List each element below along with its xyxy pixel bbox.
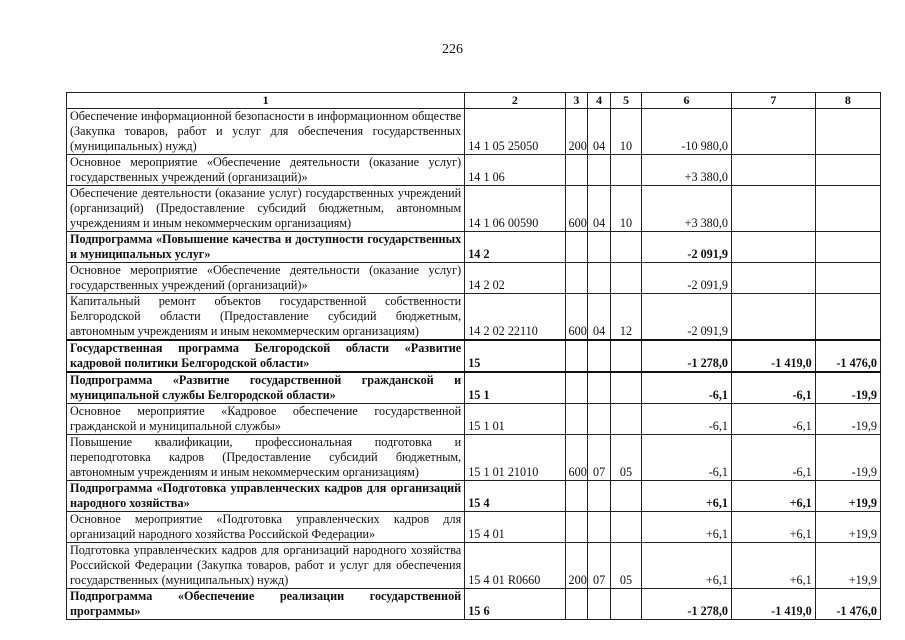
table-row bbox=[67, 372, 881, 404]
header-col-6: 6 bbox=[642, 93, 732, 109]
row-section bbox=[588, 589, 611, 620]
row-type bbox=[565, 232, 588, 263]
row-value-7: +6,1 bbox=[732, 543, 816, 589]
row-value-7: -1 419,0 bbox=[732, 340, 816, 372]
row-section: 04 bbox=[588, 186, 611, 232]
table-row bbox=[67, 481, 881, 512]
table-row bbox=[67, 543, 881, 589]
header-col-7: 7 bbox=[732, 93, 816, 109]
row-subsection bbox=[611, 372, 642, 404]
row-name: Основное мероприятие «Подготовка управленческих кадров для организаций народного хозяйства Российской Федерации» bbox=[67, 512, 465, 543]
row-value-8: -19,9 bbox=[815, 372, 880, 404]
row-type: 600 bbox=[565, 186, 588, 232]
row-value-6: +3 380,0 bbox=[642, 186, 732, 232]
row-name: Подпрограмма «Подготовка управленческих кадров для организаций народного хозяйства» bbox=[67, 481, 465, 512]
header-col-4: 4 bbox=[588, 93, 611, 109]
table-row bbox=[67, 294, 881, 341]
row-section: 07 bbox=[588, 435, 611, 481]
row-code: 15 1 01 bbox=[465, 404, 565, 435]
row-value-6: +6,1 bbox=[642, 481, 732, 512]
header-col-8: 8 bbox=[815, 93, 880, 109]
row-value-6: -1 278,0 bbox=[642, 340, 732, 372]
row-section: 07 bbox=[588, 543, 611, 589]
row-value-8: +19,9 bbox=[815, 512, 880, 543]
row-value-6: -2 091,9 bbox=[642, 294, 732, 341]
row-value-7: +6,1 bbox=[732, 512, 816, 543]
row-value-7 bbox=[732, 294, 816, 341]
row-subsection bbox=[611, 589, 642, 620]
row-type: 600 bbox=[565, 435, 588, 481]
row-name: Основное мероприятие «Обеспечение деятельности (оказание услуг) государственных учреждений (организаций)» bbox=[67, 263, 465, 294]
row-subsection bbox=[611, 512, 642, 543]
row-type: 200 bbox=[565, 109, 588, 155]
row-value-8 bbox=[815, 186, 880, 232]
row-section: 04 bbox=[588, 109, 611, 155]
row-name: Подпрограмма «Повышение качества и доступности государственных и муниципальных услуг» bbox=[67, 232, 465, 263]
row-subsection bbox=[611, 232, 642, 263]
row-name: Повышение квалификации, профессиональная подготовка и переподготовка кадров (Предоставление субсидий бюджетным, автономным учреждениям и иным некоммерческим организациям) bbox=[67, 435, 465, 481]
row-type: 600 bbox=[565, 294, 588, 341]
row-type bbox=[565, 481, 588, 512]
row-value-8: -19,9 bbox=[815, 435, 880, 481]
row-value-8 bbox=[815, 155, 880, 186]
row-section bbox=[588, 263, 611, 294]
row-value-7: -6,1 bbox=[732, 435, 816, 481]
row-value-8 bbox=[815, 109, 880, 155]
row-subsection bbox=[611, 263, 642, 294]
row-value-7 bbox=[732, 232, 816, 263]
row-subsection bbox=[611, 340, 642, 372]
row-name: Подпрограмма «Развитие государственной гражданской и муниципальной службы Белгородской области» bbox=[67, 372, 465, 404]
row-value-8: +19,9 bbox=[815, 481, 880, 512]
row-value-6: -2 091,9 bbox=[642, 263, 732, 294]
row-code: 15 4 bbox=[465, 481, 565, 512]
row-value-7 bbox=[732, 263, 816, 294]
row-section: 04 bbox=[588, 294, 611, 341]
table-row bbox=[67, 232, 881, 263]
header-row bbox=[67, 93, 881, 109]
row-value-6: +6,1 bbox=[642, 512, 732, 543]
row-section bbox=[588, 404, 611, 435]
header-col-1: 1 bbox=[67, 93, 465, 109]
row-section bbox=[588, 512, 611, 543]
row-subsection: 10 bbox=[611, 109, 642, 155]
table-row bbox=[67, 109, 881, 155]
row-type bbox=[565, 340, 588, 372]
row-name: Основное мероприятие «Обеспечение деятельности (оказание услуг) государственных учреждений (организаций)» bbox=[67, 155, 465, 186]
header-col-3: 3 bbox=[565, 93, 588, 109]
row-value-8 bbox=[815, 232, 880, 263]
row-value-7: -6,1 bbox=[732, 404, 816, 435]
row-code: 14 1 06 00590 bbox=[465, 186, 565, 232]
row-code: 14 2 02 bbox=[465, 263, 565, 294]
table-row bbox=[67, 589, 881, 620]
row-value-7: +6,1 bbox=[732, 481, 816, 512]
row-code: 15 4 01 bbox=[465, 512, 565, 543]
row-value-8: -1 476,0 bbox=[815, 340, 880, 372]
row-type bbox=[565, 404, 588, 435]
row-subsection: 10 bbox=[611, 186, 642, 232]
row-type bbox=[565, 512, 588, 543]
row-subsection: 12 bbox=[611, 294, 642, 341]
row-name: Обеспечение информационной безопасности в информационном обществе (Закупка товаров, работ и услуг для обеспечения государственных (муниципальных) нужд) bbox=[67, 109, 465, 155]
row-value-7: -6,1 bbox=[732, 372, 816, 404]
row-name: Подпрограмма «Обеспечение реализации государственной программы» bbox=[67, 589, 465, 620]
table-row bbox=[67, 263, 881, 294]
row-section bbox=[588, 481, 611, 512]
row-value-8: -1 476,0 bbox=[815, 589, 880, 620]
row-type bbox=[565, 372, 588, 404]
row-name: Государственная программа Белгородской области «Развитие кадровой политики Белгородской области» bbox=[67, 340, 465, 372]
row-code: 15 6 bbox=[465, 589, 565, 620]
table-row bbox=[67, 340, 881, 372]
row-value-8: +19,9 bbox=[815, 543, 880, 589]
table-row bbox=[67, 404, 881, 435]
row-value-8 bbox=[815, 294, 880, 341]
row-name: Подготовка управленческих кадров для организаций народного хозяйства Российской Федерации (Закупка товаров, работ и услуг для обеспечения государственных (муниципальных) нужд) bbox=[67, 543, 465, 589]
row-name: Основное мероприятие «Кадровое обеспечение государственной гражданской и муниципальной службы» bbox=[67, 404, 465, 435]
row-section bbox=[588, 340, 611, 372]
row-value-7 bbox=[732, 155, 816, 186]
row-section bbox=[588, 155, 611, 186]
row-type bbox=[565, 263, 588, 294]
row-type bbox=[565, 589, 588, 620]
budget-table bbox=[66, 92, 881, 620]
row-value-7 bbox=[732, 186, 816, 232]
row-name: Капитальный ремонт объектов государственной собственности Белгородской области (Предоставление субсидий бюджетным, автономным учреждениям и иным некоммерческим организациям) bbox=[67, 294, 465, 341]
row-code: 15 1 01 21010 bbox=[465, 435, 565, 481]
row-value-6: -6,1 bbox=[642, 404, 732, 435]
row-subsection: 05 bbox=[611, 435, 642, 481]
header-col-2: 2 bbox=[465, 93, 565, 109]
row-value-6: +3 380,0 bbox=[642, 155, 732, 186]
row-type: 200 bbox=[565, 543, 588, 589]
row-subsection bbox=[611, 481, 642, 512]
row-value-8: -19,9 bbox=[815, 404, 880, 435]
row-value-6: -1 278,0 bbox=[642, 589, 732, 620]
row-value-8 bbox=[815, 263, 880, 294]
row-code: 14 1 06 bbox=[465, 155, 565, 186]
row-code: 15 bbox=[465, 340, 565, 372]
row-value-7: -1 419,0 bbox=[732, 589, 816, 620]
row-subsection bbox=[611, 155, 642, 186]
row-subsection bbox=[611, 404, 642, 435]
row-code: 14 2 bbox=[465, 232, 565, 263]
table-body bbox=[67, 109, 881, 620]
row-code: 15 1 bbox=[465, 372, 565, 404]
row-value-6: -10 980,0 bbox=[642, 109, 732, 155]
table-row bbox=[67, 512, 881, 543]
row-subsection: 05 bbox=[611, 543, 642, 589]
page-number: 226 bbox=[442, 42, 463, 57]
header-col-5: 5 bbox=[611, 93, 642, 109]
table-row bbox=[67, 155, 881, 186]
row-code: 14 1 05 25050 bbox=[465, 109, 565, 155]
row-type bbox=[565, 155, 588, 186]
table-row bbox=[67, 435, 881, 481]
row-value-6: +6,1 bbox=[642, 543, 732, 589]
row-value-6: -6,1 bbox=[642, 435, 732, 481]
row-value-6: -6,1 bbox=[642, 372, 732, 404]
row-name: Обеспечение деятельности (оказание услуг) государственных учреждений (организаций) (Предоставление субсидий бюджетным, автономным учреждениям и иным некоммерческим организациям) bbox=[67, 186, 465, 232]
row-section bbox=[588, 372, 611, 404]
row-code: 14 2 02 22110 bbox=[465, 294, 565, 341]
row-section bbox=[588, 232, 611, 263]
row-value-7 bbox=[732, 109, 816, 155]
row-code: 15 4 01 R0660 bbox=[465, 543, 565, 589]
table-row bbox=[67, 186, 881, 232]
row-value-6: -2 091,9 bbox=[642, 232, 732, 263]
